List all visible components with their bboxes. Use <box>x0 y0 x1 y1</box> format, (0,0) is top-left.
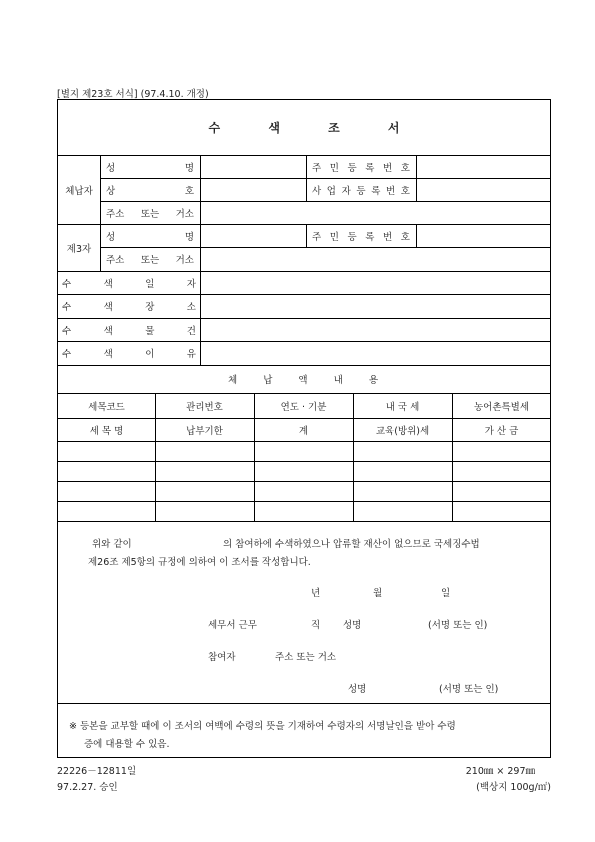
participant-label: 참여자 <box>208 652 236 663</box>
divider <box>58 441 550 442</box>
col-tax-name: 세 목 명 <box>89 425 124 437</box>
divider <box>200 155 201 365</box>
label-char: 또는 <box>140 255 160 266</box>
divider <box>416 155 417 201</box>
label-char: 호 <box>400 162 410 174</box>
divider <box>58 481 550 482</box>
label-char: 유 <box>186 349 196 360</box>
col-rural-special-tax: 농어촌특별세 <box>473 401 530 413</box>
label-char: 용 <box>368 375 378 386</box>
label-char: 자 <box>341 185 351 197</box>
officer-rank-label: 직 <box>311 620 321 631</box>
label-char: 사 <box>312 185 322 197</box>
label-char: 색 <box>103 278 113 290</box>
note-line1: ※ 등본을 교부할 때에 이 조서의 여백에 수령의 뜻을 기재하여 수령자의 서명날인을 받아 수령 <box>69 721 456 732</box>
label-char: 물 <box>145 325 155 337</box>
form-title: 수 색 조 서 <box>208 121 422 135</box>
debtor-group-label: 체납자 <box>65 185 93 197</box>
label-char: 명 <box>184 231 194 243</box>
col-year-period: 연도 · 기분 <box>280 401 327 413</box>
label-char: 자 <box>186 278 196 290</box>
label-char: 장 <box>145 302 155 313</box>
label-char: 납 <box>263 375 273 386</box>
date-year-label: 년 <box>311 588 321 599</box>
statement-line2: 제26조 제5항의 규정에 의하여 이 조서를 작성합니다. <box>88 557 311 568</box>
label-char: 호 <box>184 185 194 197</box>
arrears-header <box>228 365 378 393</box>
officer-office-label: 세무서 근무 <box>208 620 257 631</box>
search-date-label <box>62 271 196 294</box>
label-char: 주소 <box>106 208 125 220</box>
label-char: 건 <box>186 325 196 337</box>
divider <box>58 521 550 522</box>
label-char: 주 <box>312 231 322 243</box>
col-management-no: 관리번호 <box>186 401 223 413</box>
divider <box>306 155 307 201</box>
divider <box>306 224 307 247</box>
divider <box>58 703 550 704</box>
third-party-address-label <box>106 247 194 271</box>
approval-date: 97.2.27. 승인 <box>57 782 118 793</box>
label-char: 또는 <box>140 208 160 220</box>
col-additional-charge: 가 산 금 <box>484 425 519 437</box>
label-char: 록 <box>365 231 375 243</box>
label-char: 민 <box>329 162 339 174</box>
debtor-business-no-label <box>312 178 410 201</box>
label-char: 등 <box>347 231 357 243</box>
label-char: 등 <box>347 162 357 174</box>
label-char: 성 <box>106 162 116 174</box>
debtor-name-label <box>106 155 194 178</box>
paper-type: (백상지 100g/㎡) <box>476 782 551 793</box>
label-char: 번 <box>383 231 393 243</box>
debtor-resident-no-label <box>312 155 410 178</box>
label-char: 수 <box>62 302 72 313</box>
col-tax-code: 세목코드 <box>88 401 125 413</box>
label-char: 호 <box>400 231 410 243</box>
participant-signature-label: (서명 또는 인) <box>439 684 499 695</box>
third-party-group-label: 제3자 <box>66 243 92 255</box>
col-education-tax: 교육(방위)세 <box>375 425 430 437</box>
divider <box>58 461 550 462</box>
divider <box>58 501 550 502</box>
label-char: 수 <box>62 325 72 337</box>
label-char: 내 <box>333 375 343 386</box>
label-char: 업 <box>326 185 336 197</box>
label-char: 색 <box>103 325 113 337</box>
participant-name-label: 성명 <box>348 684 367 695</box>
participant-address-label: 주소 또는 거소 <box>275 652 337 663</box>
label-char: 체 <box>228 375 238 386</box>
form-number: [별지 제23호 서식] (97.4.10. 개정) <box>57 89 209 100</box>
officer-signature-label: (서명 또는 인) <box>428 620 488 631</box>
label-char: 번 <box>385 185 396 197</box>
label-char: 이 <box>145 349 155 360</box>
divider <box>100 155 101 271</box>
date-month-label: 월 <box>373 588 383 599</box>
search-item-label <box>62 318 196 341</box>
search-reason-label <box>62 341 196 365</box>
label-char: 성 <box>106 231 116 243</box>
paper-size: 210㎜ × 297㎜ <box>465 766 535 777</box>
label-char: 주소 <box>106 255 125 266</box>
search-report-form <box>57 99 551 758</box>
officer-name-label: 성명 <box>343 620 362 631</box>
form-code: 22226－12811일 <box>57 766 137 777</box>
label-char: 록 <box>365 162 375 174</box>
col-domestic-tax: 내 국 세 <box>385 401 420 413</box>
statement-line1-start: 위와 같이 <box>92 539 132 550</box>
label-char: 일 <box>145 278 155 290</box>
label-char: 록 <box>371 185 381 197</box>
divider <box>416 224 417 247</box>
debtor-business-label <box>106 178 194 201</box>
label-char: 수 <box>62 278 72 290</box>
label-char: 거소 <box>175 255 194 266</box>
col-due-date: 납부기한 <box>186 425 223 437</box>
label-char: 번 <box>383 162 393 174</box>
third-party-resident-no-label <box>312 224 410 247</box>
label-char: 소 <box>186 302 196 313</box>
third-party-name-label <box>106 224 194 247</box>
debtor-address-label <box>106 201 194 224</box>
label-char: 민 <box>329 231 339 243</box>
date-day-label: 일 <box>441 588 451 599</box>
label-char: 거소 <box>175 208 194 220</box>
label-char: 등 <box>356 185 366 197</box>
label-char: 명 <box>184 162 194 174</box>
label-char: 색 <box>103 349 113 360</box>
note-line2: 증에 대용할 수 있음. <box>84 739 170 750</box>
statement-line1-end: 의 참여하에 수색하였으나 압류할 재산이 없으므로 국세징수법 <box>223 539 480 550</box>
label-char: 액 <box>298 375 308 386</box>
label-char: 주 <box>312 162 322 174</box>
label-char: 색 <box>103 302 113 313</box>
col-total: 계 <box>298 425 309 437</box>
label-char: 상 <box>106 185 116 197</box>
label-char: 호 <box>400 185 410 197</box>
search-place-label <box>62 294 196 318</box>
label-char: 수 <box>62 349 72 360</box>
